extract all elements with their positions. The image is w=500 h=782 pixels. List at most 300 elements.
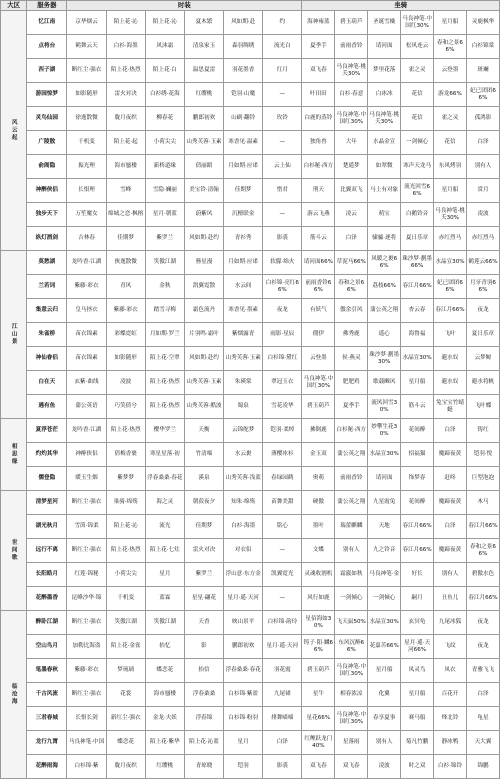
mount-cell: 圣诞雪橇 xyxy=(368,11,401,35)
fashion-cell: 蝶恋花 xyxy=(145,659,184,683)
fashion-cell: 加勒比海盗 xyxy=(67,635,106,659)
fashion-cell: 白衫锦·黛红 xyxy=(263,347,302,371)
mount-cell: 蒲公英之翔 xyxy=(335,443,368,467)
mount-cell: 别有人 xyxy=(335,539,368,563)
mount-cell: 斑斓 xyxy=(466,59,499,83)
mount-cell: 水晶宣30% xyxy=(401,347,434,371)
mount-cell: 魔蹄夜黄 xyxy=(434,539,467,563)
fashion-cell: 沉檀联金 xyxy=(224,203,263,227)
fashion-cell: 陌上花·热烈 xyxy=(145,371,184,395)
fashion-cell: 温思夏雷 xyxy=(184,59,223,83)
fashion-cell: 巧笑倩兮 xyxy=(106,395,145,419)
fashion-cell: 佳期梦 xyxy=(106,227,145,251)
server-name: 神醉侠侣 xyxy=(27,179,67,203)
fashion-cell: 苗衣锦素 xyxy=(67,347,106,371)
mount-cell: 赤红烈马 xyxy=(466,227,499,251)
mount-cell: 玄冥龟 xyxy=(401,611,434,635)
fashion-cell: 影裘 xyxy=(263,755,302,779)
mount-cell: 草泥马66% xyxy=(335,251,368,275)
fashion-cell: 朝菽夜夕 xyxy=(184,491,223,515)
mount-cell: 双飞春 xyxy=(302,59,335,83)
fashion-cell: 如影随形 xyxy=(106,347,145,371)
fashion-cell: 白衫绣·花海 xyxy=(145,83,184,107)
mount-cell: 龟星 xyxy=(466,707,499,731)
fashion-cell: 陌上花·沁 xyxy=(106,11,145,35)
fashion-cell: 紫罗兰 xyxy=(184,563,223,587)
mount-cell: 丑鱼儿 xyxy=(434,587,467,611)
mount-cell: 星落雨 xyxy=(335,731,368,755)
mount-cell: 萌宝 xyxy=(368,203,401,227)
fashion-cell: 浮春锦 xyxy=(184,707,223,731)
fashion-cell: 笑傲江湖 xyxy=(145,611,184,635)
mount-cell: 时之双 xyxy=(401,755,434,779)
server-name: 朱雀桥 xyxy=(27,323,67,347)
mount-cell: 珠沙梦·劃墨30% xyxy=(368,347,401,371)
fashion-cell: 长恨理 xyxy=(67,179,106,203)
fashion-cell: 蓝霖 xyxy=(145,587,184,611)
mount-cell: 风暖之裹66% xyxy=(368,251,401,275)
fashion-cell: 雪茵·锦柔 xyxy=(67,515,106,539)
mount-cell: 流光回雪66% xyxy=(401,179,434,203)
fashion-cell: — xyxy=(263,203,302,227)
server-name: 西子湖 xyxy=(27,59,67,83)
fashion-cell: 海市蜃楼 xyxy=(106,155,145,179)
mount-cell: 白衫·锦铃 xyxy=(434,755,467,779)
mount-cell: 别有人 xyxy=(368,731,401,755)
mount-cell: 硬傲 xyxy=(302,491,335,515)
mount-cell: 星佰海如30% xyxy=(302,611,335,635)
fashion-cell: 陌上花·起 xyxy=(106,131,145,155)
mount-cell: 一剑倾心 xyxy=(368,587,401,611)
mount-cell: 有妖气 xyxy=(302,299,335,323)
fashion-cell: 风如期·赴约 xyxy=(184,227,223,251)
mount-cell: 双飞春 xyxy=(302,755,335,779)
server-name: 广陵散 xyxy=(27,131,67,155)
mount-cell: 碧玉葫芦 xyxy=(335,11,368,35)
fashion-cell: 绵城之恋·枫榕 xyxy=(106,203,145,227)
mount-cell: 春和之景66% xyxy=(434,35,467,59)
server-name: 湖光秋月 xyxy=(27,515,67,539)
fashion-cell: 森羽绸绣 xyxy=(224,35,263,59)
mount-cell: 春和之景66% xyxy=(466,539,499,563)
fashion-cell: 鹏郎初欢 xyxy=(224,635,263,659)
mount-cell: 好长 xyxy=(401,563,434,587)
table-row xyxy=(1,563,500,587)
fashion-cell: 月如期·应诺 xyxy=(224,251,263,275)
fashion-cell: 断红尘·强衣 xyxy=(67,491,106,515)
mount-cell: 灵鹿枫华 xyxy=(466,11,499,35)
fashion-cell: 风如期·赴约 xyxy=(184,347,223,371)
fashion-cell: 山刷·翻铃 xyxy=(224,107,263,131)
fashion-cell: 云上仙 xyxy=(263,155,302,179)
mount-cell: 青雅飞飞 xyxy=(466,659,499,683)
table-row xyxy=(1,443,500,467)
mount-cell: 松风连云 xyxy=(401,35,434,59)
server-name: 俞阁隐 xyxy=(27,155,67,179)
mount-cell: 星月·遥·天河66% xyxy=(401,635,434,659)
mount-cell: 白鹅铃音 xyxy=(401,203,434,227)
fashion-cell: 彩蝶霓虹 xyxy=(106,323,145,347)
mount-cell: 雀之灵 xyxy=(434,107,467,131)
fashion-cell: 白衫锦·粉羽 xyxy=(224,707,263,731)
fashion-cell: 惜君 xyxy=(263,179,302,203)
fashion-cell: 寒星星落·初 xyxy=(145,443,184,467)
fashion-cell: 溪泉 xyxy=(184,467,223,491)
fashion-cell: 山秀芙蓉·玉素 xyxy=(224,347,263,371)
fashion-cell: 陌上花·七炷 xyxy=(145,539,184,563)
fashion-cell: 陌上花·热烈 xyxy=(145,395,184,419)
fashion-cell: 陌上花·沁 xyxy=(106,515,145,539)
fashion-cell: 断红尘·强衣 xyxy=(67,59,106,83)
fashion-cell: 千机变 xyxy=(106,587,145,611)
mount-cell: 大年 xyxy=(335,131,368,155)
mount-cell: 春江月66% xyxy=(466,515,499,539)
table-row xyxy=(1,467,500,491)
mount-cell: 马上有对象 xyxy=(368,179,401,203)
fashion-cell: 吉林春 xyxy=(67,227,106,251)
fashion-cell: 风如期·赴 xyxy=(224,11,263,35)
server-name: 莫愁湖 xyxy=(27,251,67,275)
mount-cell: 蒲公英之翔 xyxy=(335,491,368,515)
table-row xyxy=(1,419,500,443)
mount-cell: 铠羽·悦 xyxy=(466,443,499,467)
server-name: 远行不离 xyxy=(27,539,67,563)
mount-cell: 白泽 xyxy=(466,683,499,707)
fashion-cell: 霜色流丹 xyxy=(184,299,223,323)
mount-cell: 星牛 xyxy=(302,683,335,707)
mount-cell: 静冰鸭 xyxy=(434,731,467,755)
mount-cell: 碧傲水色 xyxy=(466,563,499,587)
table-row xyxy=(1,515,500,539)
fashion-cell: 雪花凌华 xyxy=(263,395,302,419)
mount-cell: 铸子·阳·麟66% xyxy=(302,635,335,659)
mount-cell: 金玉双 xyxy=(302,443,335,467)
mount-cell: 珠沙梦·劃墨66% xyxy=(401,251,434,275)
mount-cell: 马良神笔·桃夭30% xyxy=(434,203,467,227)
fashion-cell: 云锦舵梦 xyxy=(224,419,263,443)
mount-cell: 侯·燕灵 xyxy=(335,347,368,371)
fashion-cell: 红缨桃 xyxy=(145,755,184,779)
server-name: 灼灼其华 xyxy=(27,443,67,467)
fashion-cell: 皇马拯衣 xyxy=(67,299,106,323)
fashion-cell: 星月·朝蓝 xyxy=(145,203,184,227)
mount-cell: 霜霰如秋 xyxy=(335,563,368,587)
fashion-cell: 陌上花·沁蓝 xyxy=(184,731,223,755)
mount-cell: 星月船 xyxy=(368,659,401,683)
fashion-cell: 知朱·绵殇 xyxy=(224,491,263,515)
fashion-cell: 羽花霞 xyxy=(263,659,302,683)
fashion-cell: 羽花墨香 xyxy=(224,59,263,83)
mount-cell: 一剑倾心 xyxy=(335,587,368,611)
fashion-cell: 风沐霜 xyxy=(145,35,184,59)
mount-cell: 游云飞燕 xyxy=(302,203,335,227)
mount-cell: 凌波 xyxy=(368,755,401,779)
table-row xyxy=(1,755,500,779)
fashion-cell: 玫铃 xyxy=(263,107,302,131)
header-fashion: 时装 xyxy=(67,1,302,11)
fashion-cell: 断红尘·强衣 xyxy=(67,683,106,707)
mount-cell: 相春浓凉 xyxy=(335,683,368,707)
fashion-cell: 金龙·夫妖 xyxy=(145,707,184,731)
mount-cell: 前雨香铃 xyxy=(335,35,368,59)
fashion-cell: 红莲·锦秘 xyxy=(67,563,106,587)
mount-cell: 避水奴 xyxy=(434,347,467,371)
fashion-cell: 寒香见·墨素 xyxy=(224,299,263,323)
server-name: 夏浮苍茫 xyxy=(27,419,67,443)
mount-cell: 春享夏事 xyxy=(368,707,401,731)
fashion-cell: 山秀芙蓉·玉素 xyxy=(184,131,223,155)
region-name: 世间歌 xyxy=(1,491,27,611)
fashion-cell: 凌波 xyxy=(106,371,145,395)
server-name: 三君春城 xyxy=(27,707,67,731)
fashion-cell: 星月 xyxy=(145,563,184,587)
fashion-cell: 春绿园鹤 xyxy=(263,467,302,491)
mount-cell: 马良神笔·中国红30% xyxy=(302,371,335,395)
mount-cell: 赤红烈马 xyxy=(434,227,467,251)
fashion-cell: — xyxy=(263,83,302,107)
server-name: 笔墨春秋 xyxy=(27,659,67,683)
header-server: 服务器 xyxy=(27,1,67,11)
table-row xyxy=(1,587,500,611)
fashion-cell: 倩梅香裹 xyxy=(106,443,145,467)
mount-cell: 马良神笔·桃夭30% xyxy=(335,59,368,83)
mount-cell: 雀之灵 xyxy=(401,59,434,83)
server-name: 千古风流 xyxy=(27,683,67,707)
mount-cell: 白泽 xyxy=(335,227,368,251)
fashion-cell: 笑傲江湖 xyxy=(145,251,184,275)
fashion-cell: 暖玉生烟 xyxy=(67,467,106,491)
fashion-cell: — xyxy=(263,587,302,611)
fashion-cell: 约 xyxy=(263,11,302,35)
mount-cell: 马良神笔·桃夭30% xyxy=(368,107,401,131)
table-row xyxy=(1,683,500,707)
mount-cell: 游龙66% xyxy=(434,83,467,107)
mount-cell: 别有人 xyxy=(466,155,499,179)
fashion-cell: 流光白 xyxy=(263,35,302,59)
mount-cell: 烽北铃 xyxy=(434,707,467,731)
mount-cell: 夏季手 xyxy=(302,35,335,59)
fashion-cell: 白衫·海墨 xyxy=(106,35,145,59)
mount-cell: 魔蹄夜黄 xyxy=(434,491,467,515)
server-name: 游园惊梦 xyxy=(27,83,67,107)
fashion-cell: 海之灵 xyxy=(145,491,184,515)
table-row xyxy=(1,11,500,35)
server-name: 长阳皓月 xyxy=(27,563,67,587)
mount-cell: 东风烤羽 xyxy=(434,155,467,179)
mount-cell: 飞纹 xyxy=(434,635,467,659)
mount-cell: 月牙青羽66% xyxy=(466,275,499,299)
fashion-cell: 柳春花 xyxy=(145,107,184,131)
mount-cell: 巨型泡泡 xyxy=(466,467,499,491)
fashion-cell: 金秋 xyxy=(145,275,184,299)
fashion-cell: 影裘 xyxy=(263,227,302,251)
mount-cell: 马良神笔·金 xyxy=(368,563,401,587)
table-row xyxy=(1,635,500,659)
mount-cell: 花嘉苦66% xyxy=(368,635,401,659)
fashion-cell: 星星·翩花 xyxy=(184,587,223,611)
mount-cell: 木马 xyxy=(466,491,499,515)
mount-cell: 云梦鲸 xyxy=(466,347,499,371)
table-row xyxy=(1,371,500,395)
server-name: 遇有鱼 xyxy=(27,395,67,419)
mount-cell: 灵魂收割机 xyxy=(302,563,335,587)
fashion-cell: 断红尘·强衣 xyxy=(67,539,106,563)
table-row xyxy=(1,611,500,635)
header-region: 大区 xyxy=(1,1,27,11)
header-row xyxy=(1,1,500,11)
fashion-cell: 振光理 xyxy=(67,155,106,179)
mount-cell: 花信 xyxy=(434,131,467,155)
fashion-cell: 鹤舞云天 xyxy=(67,35,106,59)
mount-cell: 春江月66% xyxy=(401,539,434,563)
mount-cell: 筋斗云 xyxy=(401,395,434,419)
mount-cell: 歌载豳风 xyxy=(368,371,401,395)
mount-cell: 双飞春 xyxy=(335,755,368,779)
mount-cell: 铸红 xyxy=(466,419,499,443)
mount-cell: 赏月 xyxy=(466,179,499,203)
mount-cell: 星月船 xyxy=(434,179,467,203)
fashion-cell: 水云裹 xyxy=(224,443,263,467)
fashion-cell: 陌上花·热烈 xyxy=(106,59,145,83)
mount-cell: 花信 xyxy=(401,107,434,131)
fashion-cell: 踏雪寻梅 xyxy=(145,299,184,323)
fashion-cell: 万笙魔女 xyxy=(67,203,106,227)
mount-cell: 骕骦·逐将 xyxy=(368,227,401,251)
fashion-cell: 紫梦梦 xyxy=(106,467,145,491)
mount-cell: 碧玉葫芦 xyxy=(302,395,335,419)
table-row xyxy=(1,275,500,299)
mount-cell: 独角兽 xyxy=(302,131,335,155)
fashion-cell: 雷火对决 xyxy=(184,539,223,563)
fashion-cell: 青衫秀 xyxy=(224,227,263,251)
mount-cell: 妃已团团66% xyxy=(434,275,467,299)
table-row xyxy=(1,731,500,755)
region-name: 相思缘 xyxy=(1,419,27,491)
fashion-cell: 紫罗兰 xyxy=(145,227,184,251)
fashion-cell: 浮春桑桑·春花 xyxy=(145,467,184,491)
mount-cell: 楚遥梦 xyxy=(335,155,368,179)
fashion-cell: 凯翼霓光 xyxy=(263,563,302,587)
fashion-cell: 排舞喵喵 xyxy=(263,707,302,731)
mount-cell: 水晶宣30% xyxy=(368,611,401,635)
server-name: 灵鸟仙园 xyxy=(27,107,67,131)
fashion-cell: 紫藤·彩衣 xyxy=(106,299,145,323)
mount-cell: 花间醉 xyxy=(401,491,434,515)
fashion-cell: 星月·遥·天河 xyxy=(263,635,302,659)
mount-cell: 筋斗云 xyxy=(302,227,335,251)
mount-cell: 一剑倾心 xyxy=(401,131,434,155)
mount-cell: 星月船 xyxy=(401,371,434,395)
region-name: 江山景 xyxy=(1,251,27,419)
server-name: 花醉雨海 xyxy=(27,755,67,779)
mount-cell: 佛秀鹿 xyxy=(335,323,368,347)
fashion-cell: 白衫锦·韵玲 xyxy=(263,611,302,635)
mount-cell: 凌波 xyxy=(466,203,499,227)
fashion-cell: 雪隐·斓丽 xyxy=(145,179,184,203)
fashion-cell: 天衡 xyxy=(184,419,223,443)
fashion-cell: 浮山意·东方金 xyxy=(224,563,263,587)
server-name: 儒登隐 xyxy=(27,467,67,491)
fashion-cell: 苗舞美甜 xyxy=(263,491,302,515)
mount-cell: 菊凡竹鹏 xyxy=(401,731,434,755)
mount-cell: 九尾冰狐 xyxy=(434,611,467,635)
fashion-cell: 陌上花·空翠 xyxy=(145,347,184,371)
server-name: 忆江南 xyxy=(27,11,67,35)
mount-cell: 白泽 xyxy=(434,419,467,443)
fashion-cell: 竹清喵 xyxy=(184,443,223,467)
fashion-cell: 铠羽·山魔 xyxy=(224,83,263,107)
fashion-cell: 胧月夜织 xyxy=(106,755,145,779)
mount-cell: 寒声天龙马 xyxy=(401,155,434,179)
table-row xyxy=(1,299,500,323)
table-row xyxy=(1,155,500,179)
fashion-cell: 水云间 xyxy=(224,275,263,299)
server-name: 纵灯酒剑 xyxy=(27,227,67,251)
fashion-cell: 山秀芙蓉·浅蓝 xyxy=(224,467,263,491)
fashion-cell: 巢骑·绵殇 xyxy=(106,491,145,515)
fashion-cell: 铠羽 xyxy=(224,755,263,779)
mount-cell: 如翠微 xyxy=(368,155,401,179)
fashion-cell: 梦琉璃 xyxy=(106,659,145,683)
mount-cell: 前雨香铃 xyxy=(335,467,368,491)
table-row xyxy=(1,491,500,515)
mount-cell: 白泽 xyxy=(466,131,499,155)
mount-cell: 夜龙 xyxy=(466,299,499,323)
mount-cell: 夏日乐章 xyxy=(401,227,434,251)
mount-cell: 水晶金宣 xyxy=(368,131,401,155)
mount-cell: 白衫秘·西方 xyxy=(302,155,335,179)
mount-cell: 赶咚 xyxy=(434,467,467,491)
table-row xyxy=(1,227,500,251)
fashion-cell: 月如期·罗兰 xyxy=(145,323,184,347)
mount-cell: 凤衣 xyxy=(434,659,467,683)
mount-cell: 妙攀生花30% xyxy=(368,419,401,443)
fashion-cell: 陌上花·热烈 xyxy=(106,419,145,443)
mount-cell: 红鲤跃龙门40% xyxy=(302,731,335,755)
server-name: 龙行九霄 xyxy=(27,731,67,755)
fashion-cell: 笑傲江湖 xyxy=(106,611,145,635)
mount-cell: 嗣月 xyxy=(401,587,434,611)
mount-cell: 锦鹏 xyxy=(466,755,499,779)
mount-cell: 云登墨 xyxy=(434,59,467,83)
mount-cell: 请河面66% xyxy=(302,251,335,275)
server-name: 白在天 xyxy=(27,371,67,395)
fashion-cell: — xyxy=(263,539,302,563)
fashion-cell: 花裳 xyxy=(106,683,145,707)
mount-cell: 妃已团团66% xyxy=(466,83,499,107)
fashion-cell: 俠逸散微 xyxy=(106,251,145,275)
fashion-cell: 小荷尖尖 xyxy=(145,131,184,155)
fashion-cell: 映山景平 xyxy=(224,611,263,635)
fashion-cell: 铭心 xyxy=(263,515,302,539)
fashion-cell: 马良神笔·中国 xyxy=(67,731,106,755)
fashion-cell: 樱华罗兰 xyxy=(145,419,184,443)
mount-cell: 马良神笔·中国红30% xyxy=(401,11,434,35)
mount-cell: 星花66% xyxy=(302,707,335,731)
mount-cell: 流风回雪30% xyxy=(368,395,401,419)
mount-cell: 白泽 xyxy=(434,515,467,539)
mount-cell: 白衫·春意 xyxy=(335,83,368,107)
mount-cell: 杏云春 xyxy=(401,299,434,323)
fashion-cell: 朱瑛棠 xyxy=(224,371,263,395)
mount-cell: 春江月66% xyxy=(434,299,467,323)
fashion-cell: 新红尘·强衣 xyxy=(106,707,145,731)
mount-cell: 风行如鹿 xyxy=(302,587,335,611)
mount-cell: 凤灵鸟 xyxy=(401,659,434,683)
fashion-cell: 白衫锦·亮红66% xyxy=(263,275,302,299)
mount-cell: 墨叶 xyxy=(302,515,335,539)
mount-cell: 马良神笔·中国红30% xyxy=(335,659,368,683)
